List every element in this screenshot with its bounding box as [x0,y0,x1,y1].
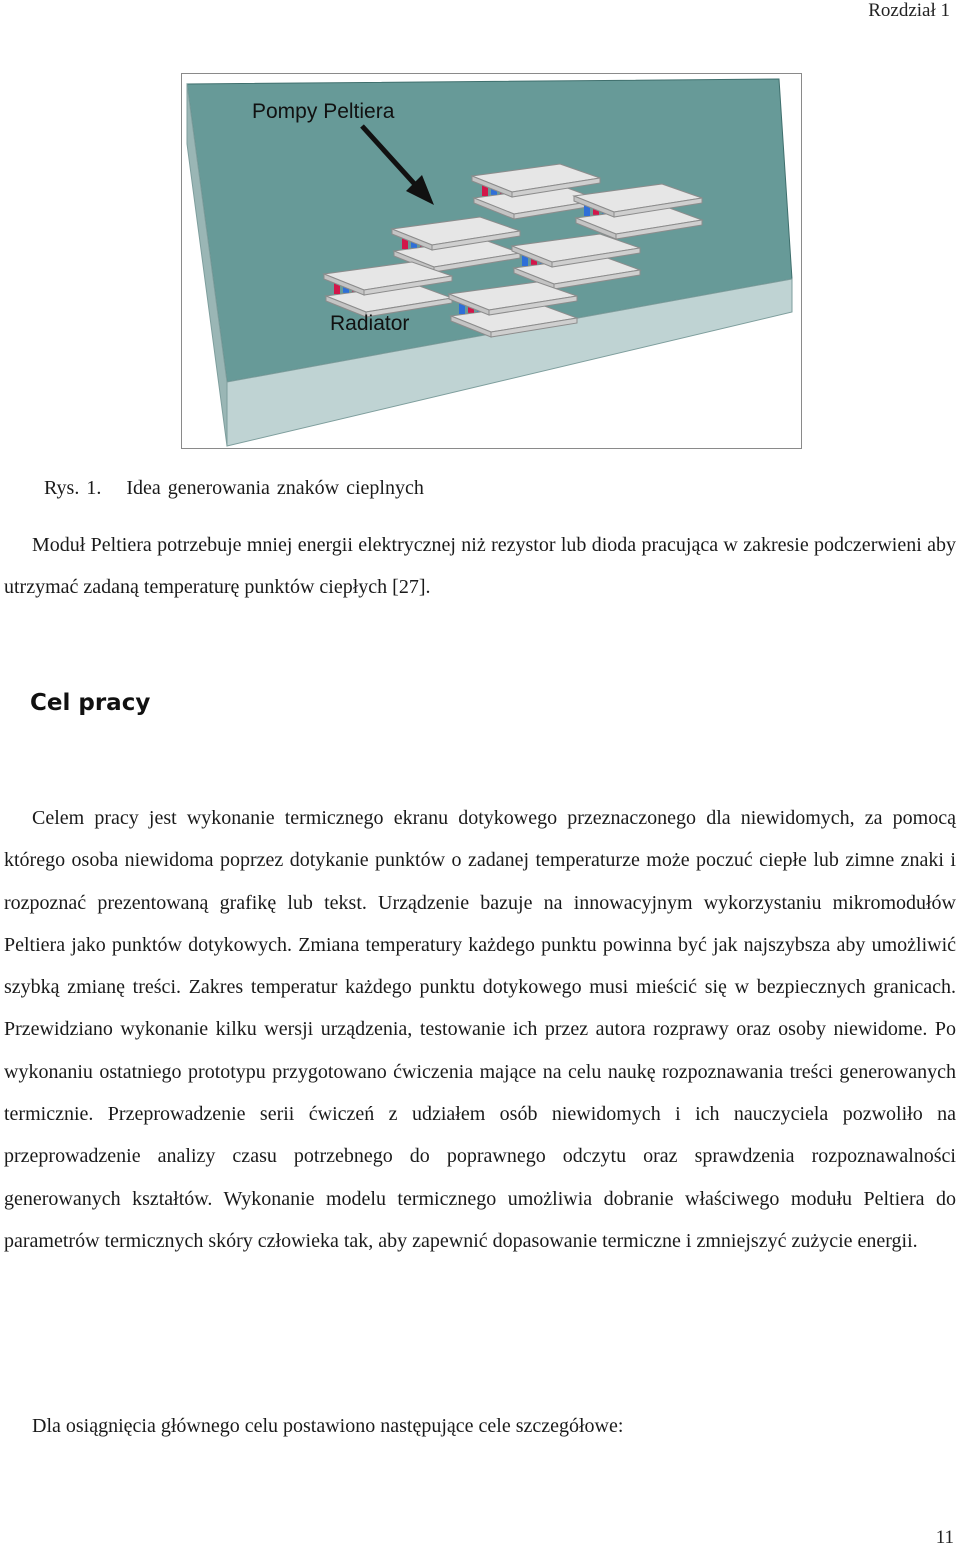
figure-caption-text: Idea generowania znaków cieplnych [126,477,424,499]
label-peltier-pumps: Pompy Peltiera [252,100,395,123]
section-title: Cel pracy [30,690,151,716]
paragraph-intro: Moduł Peltiera potrzebuje mniej energii elektrycznej niż rezystor lub dioda pracująca w zakresie podczerwieni aby utrzymać zadaną temperaturę punktów ciepłych [27]. [4,534,956,599]
running-header: Rozdział 1 [868,0,950,21]
paragraph-goals-intro: Dla osiągnięcia głównego celu postawiono następujące cele szczegółowe: [32,1415,624,1437]
figure-peltier-radiator [181,73,802,449]
figure-caption [44,477,424,500]
paragraph-main: Celem pracy jest wykonanie termicznego ekranu dotykowego przeznaczonego dla niewidomych, za pomocą którego osoba niewidoma poprzez dotykanie punktów o zadanej temperaturze może poczuć ciepłe lub zimne znaki i rozpoznać prezentowaną grafikę lub tekst. Urządzenie bazuje na innowacyjnym wykorzystaniu mikromodułów Peltiera jako punktów dotykowych. Zmiana temperatury każdego punktu powinna być jak najszybsza aby umożliwić szybką zmianę treści. Zakres temperatur każdego punktu dotykowego musi mieścić się w bezpiecznych granicach. Przewidziano wykonanie kilku wersji urządzenia, testowanie ich przez autora rozprawy oraz osoby niewidome. Po wykonaniu ostatniego prototypu przygotowano ćwiczenia mające na celu naukę rozpoznawania treści generowanych termicznie. Przeprowadzenie serii ćwiczeń z udziałem osób niewidomych i ich nauczyciela pozwoliło na przeprowadzenie analizy czasu potrzebnego do poprawnego odczytu oraz sprawdzenia rozpoznawalności generowanych kształtów. Wykonanie modelu termicznego umożliwia dobranie właściwego modułu Peltiera do parametrów termicznych skóry człowieka tak, aby zapewnić dopasowanie termiczne i zmniejszyć zużycie energii. [4,807,956,1252]
figure-illustration [182,74,801,448]
figure-caption-number: Rys. 1. [44,477,102,499]
label-radiator: Radiator [330,312,410,335]
page-number: 11 [935,1527,954,1548]
